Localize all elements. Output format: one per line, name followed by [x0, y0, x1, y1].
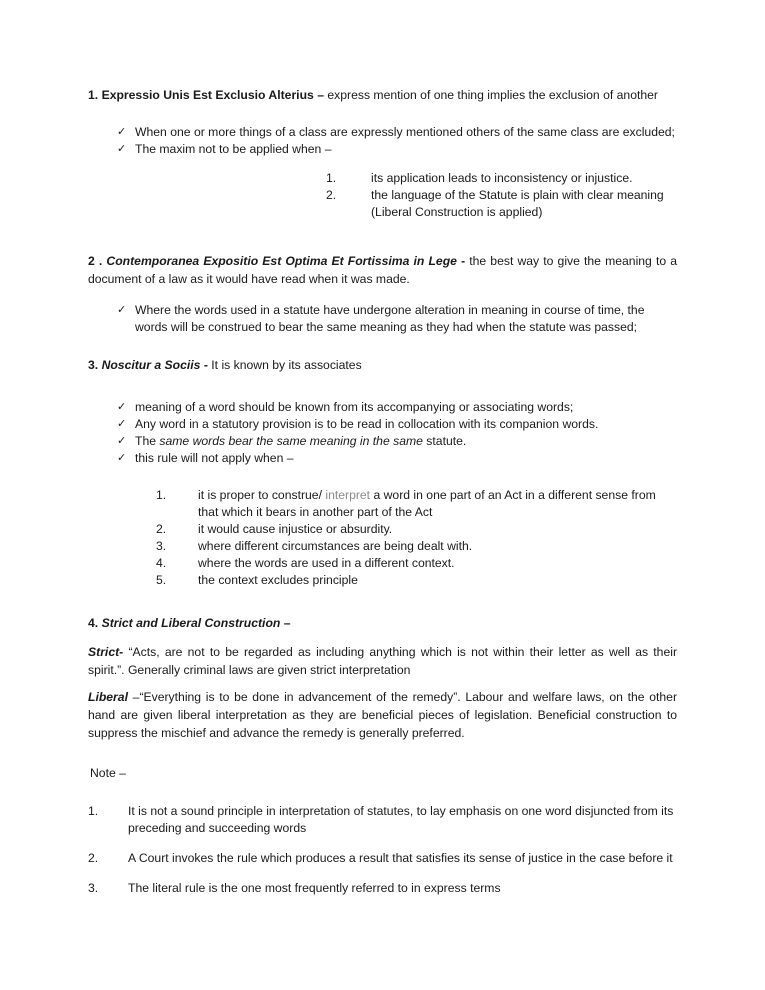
list-item — [156, 487, 677, 521]
list-item — [88, 850, 677, 867]
section-1-lead: express mention of one thing implies the exclusion of another — [327, 88, 658, 102]
item-number: 2. — [156, 522, 167, 536]
list-item — [88, 880, 677, 897]
item-number: 1. — [88, 804, 99, 819]
check-icon: ✓ — [117, 418, 127, 430]
section-4-heading — [88, 614, 677, 632]
item-text-highlight: interpret — [325, 488, 371, 502]
item-text: It is not a sound principle in interpretation of statutes, to lay emphasis on one word disjuncted from its preceding and succeeding words — [128, 804, 674, 836]
item-number: 2. — [326, 188, 337, 202]
definition-dash: – — [132, 690, 140, 704]
bullet-text: Any word in a statutory provision is to be read in collocation with its companion words. — [135, 417, 599, 431]
section-4-dash: – — [283, 616, 291, 630]
list-item — [88, 803, 677, 837]
item-number: 5. — [156, 573, 167, 587]
note-label: Note – — [90, 766, 126, 781]
bullet-text: this rule will not apply when – — [135, 451, 294, 465]
section-4-title: Strict and Liberal Construction — [101, 616, 281, 630]
bullet-text-emphasis: same words bear the same meaning in the same — [159, 434, 423, 448]
list-item — [156, 521, 677, 538]
list-item — [88, 399, 677, 416]
item-text-before: it is proper to construe/ — [198, 488, 326, 502]
list-item — [88, 416, 677, 433]
section-3-dash: - — [203, 358, 208, 372]
item-text: where different circumstances are being dealt with. — [198, 539, 473, 553]
section-1-heading — [88, 86, 677, 104]
item-text: the context excludes principle — [198, 573, 358, 587]
list-item — [156, 572, 677, 589]
section-1-dash: – — [317, 88, 324, 102]
item-number: 4. — [156, 556, 167, 570]
list-item — [156, 555, 677, 572]
definition-text: “Everything is to be done in advancement of the remedy”. Labour and welfare laws, on the other hand are given liberal interpretation as they are beneficial pieces of legislation. Beneficial construction to suppress the mischief and advance the remedy is generally preferred. — [88, 690, 677, 740]
section-2-dash: - — [461, 254, 466, 268]
list-item — [326, 187, 676, 221]
check-icon: ✓ — [117, 304, 127, 316]
definition-liberal — [88, 688, 677, 742]
check-icon: ✓ — [117, 435, 127, 447]
bullet-text-prefix: The — [135, 434, 160, 448]
list-item — [88, 141, 677, 158]
list-item — [156, 538, 677, 555]
bullet-text-suffix: statute. — [422, 434, 467, 448]
check-icon: ✓ — [117, 143, 127, 155]
definition-text: “Acts, are not to be regarded as including anything which is not within their letter as well as their spirit.”. Generally criminal laws are given strict interpretation — [88, 645, 678, 677]
item-text: the language of the Statute is plain with clear meaning (Liberal Construction is applied) — [371, 188, 664, 219]
item-number: 1. — [326, 171, 337, 185]
bullet-text: Where the words used in a statute have undergone alteration in meaning in course of time, the words will be construed to bear the same meaning as they had when the statute was passed; — [135, 303, 645, 334]
item-text: it would cause injustice or absurdity. — [198, 522, 393, 536]
document-body — [88, 86, 677, 897]
item-number: 3. — [88, 881, 99, 896]
list-item — [326, 170, 676, 187]
bullet-text: When one or more things of a class are expressly mentioned others of the same class are excluded; — [135, 125, 675, 139]
section-3-number: 3. — [88, 358, 99, 372]
section-2-title: Contemporanea Expositio Est Optima Et Fortissima in Lege — [106, 254, 457, 268]
list-item — [88, 450, 677, 467]
item-text: A Court invokes the rule which produces a result that satisfies its sense of justice in the case before it — [128, 851, 673, 866]
bullet-text: The maxim not to be applied when – — [135, 142, 332, 156]
list-item — [88, 302, 677, 336]
section-3-title: Noscitur a Sociis — [101, 358, 201, 372]
section-3-sub-list — [156, 487, 677, 589]
section-4-number: 4. — [88, 616, 99, 630]
list-item — [88, 433, 677, 450]
definition-term: Liberal — [88, 690, 128, 704]
definition-dash: - — [119, 645, 124, 659]
section-1-sub-list — [326, 170, 676, 221]
section-2-lead: the best way to give the meaning to a document of a law as it would have read when it was made. — [88, 254, 678, 286]
item-number: 2. — [88, 851, 99, 866]
section-1-number: 1. — [88, 88, 99, 102]
section-2-heading — [88, 252, 677, 288]
section-2-number: 2 . — [88, 254, 103, 268]
section-3-lead: It is known by its associates — [211, 358, 362, 372]
section-1-bullet-list — [88, 124, 677, 158]
item-text-after: a word in one part of an Act in a different sense from that which it bears in another part of the Act — [198, 488, 656, 519]
section-1-title: Expressio Unis Est Exclusio Alterius — [101, 88, 314, 102]
item-text: its application leads to inconsistency or injustice. — [371, 171, 633, 185]
item-text: The literal rule is the one most frequently referred to in express terms — [128, 881, 501, 896]
check-icon: ✓ — [117, 452, 127, 464]
item-number: 1. — [156, 488, 167, 502]
list-item — [88, 124, 677, 141]
definition-strict — [88, 643, 677, 679]
check-icon: ✓ — [117, 126, 127, 138]
section-2-bullet-list — [88, 302, 677, 336]
definition-term: Strict — [88, 645, 120, 659]
section-3-bullet-list — [88, 399, 677, 467]
check-icon: ✓ — [117, 401, 127, 413]
item-number: 3. — [156, 539, 167, 553]
section-3-heading — [88, 356, 677, 374]
note-list — [88, 803, 677, 897]
item-text: where the words are used in a different context. — [198, 556, 455, 570]
bullet-text: meaning of a word should be known from its accompanying or associating words; — [135, 400, 574, 414]
